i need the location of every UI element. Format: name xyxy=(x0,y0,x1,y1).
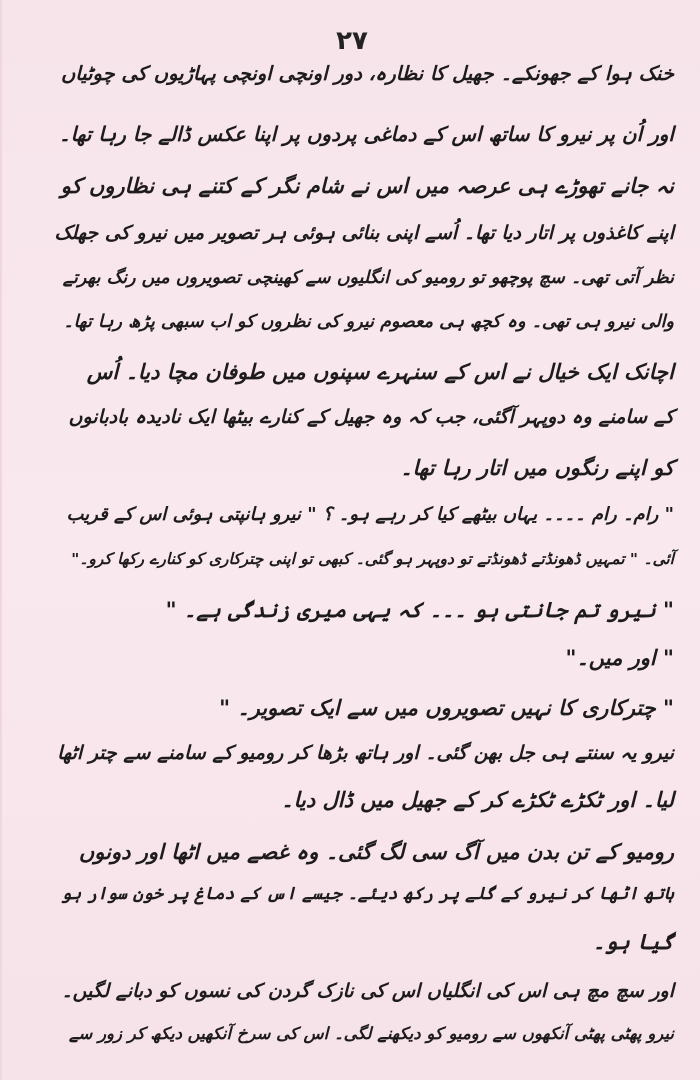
text-line: گیا ہو۔ xyxy=(592,930,674,954)
text-line: نیرو یہ سنتے ہی جل بھن گئی۔ اور ہاتھ بڑھا کر رومیو کے سامنے سے چتر اٹھا xyxy=(57,742,674,764)
text-line: " چترکاری کا نہیں تصویروں میں سے ایک تصویر۔ " xyxy=(219,696,674,720)
text-line: " رام۔ رام ۔۔۔۔ یہاں بیٹھے کیا کر رہے ہو۔ ؟ " نیرو ہانپتی ہوئی اس کے قریب xyxy=(66,504,674,525)
text-line: " نیرو تم جانتی ہو ۔۔۔ کہ یہی میری زندگی ہے۔ " xyxy=(165,598,674,622)
text-line: " اور میں۔" xyxy=(565,646,674,670)
text-line: لیا۔ اور ٹکڑے ٹکڑے کر کے جھیل میں ڈال دیا۔ xyxy=(281,788,674,812)
text-line: ہاتھ اٹھا کر نیرو کے گلے پر رکھ دیئے۔ جیسے اس کے دماغ پر خون سوار ہو xyxy=(61,884,674,904)
text-line: رومیو کے تن بدن میں آگ سی لگ گئی۔ وہ غصے میں اٹھا اور دونوں xyxy=(78,840,674,864)
text-line: نیرو پھٹی پھٹی آنکھوں سے رومیو کو دیکھنے لگی۔ اس کی سرخ آنکھیں دیکھ کر زور سے xyxy=(68,1024,674,1043)
text-line: اپنے کاغذوں پر اتار دیا تھا۔ اُسے اپنی بنائی ہوئی ہر تصویر میں نیرو کی جھلک xyxy=(54,222,674,244)
text-line: خنک ہوا کے جھونکے۔ جھیل کا نظارہ، دور اونچی اونچی پہاڑیوں کی چوٹیاں xyxy=(60,62,674,85)
text-line: کے سامنے وہ دوپہر آگئی، جب کہ وہ جھیل کے کنارے بیٹھا ایک نادیدہ بادبانوں xyxy=(68,406,674,428)
text-line: نہ جانے تھوڑے ہی عرصہ میں اس نے شام نگر کے کتنے ہی نظاروں کو xyxy=(60,174,674,198)
text-line: نظر آتی تھی۔ سچ پوچھو تو رومیو کی انگلیوں سے کھینچی تصویروں میں رنگ بھرتے xyxy=(62,268,674,288)
text-line: اچانک ایک خیال نے اس کے سنہرے سپنوں میں طوفان مچا دیا۔ اُس xyxy=(86,360,674,384)
text-line: اور سچ مچ ہی اس کی انگلیاں اس کی نازک گردن کی نسوں کو دبانے لگیں۔ xyxy=(61,980,674,1002)
text-line: آئی۔ " تمہیں ڈھونڈتے ڈھونڈتے تو دوپہر ہو گئی۔ کبھی تو اپنی چترکاری کو کنارے رکھا کرو۔" xyxy=(71,550,674,568)
text-line: والی نیرو ہی تھی۔ وہ کچھ ہی معصوم نیرو کی نظروں کو اب سبھی پڑھ رہا تھا۔ xyxy=(63,312,674,332)
text-line: اور اُن پر نیرو کا ساتھ اس کے دماغی پردوں پر اپنا عکس ڈالے جا رہا تھا۔ xyxy=(58,122,674,146)
page-number: ۲۷ xyxy=(336,26,368,56)
text-line: کو اپنے رنگوں میں اتار رہا تھا۔ xyxy=(400,456,674,480)
